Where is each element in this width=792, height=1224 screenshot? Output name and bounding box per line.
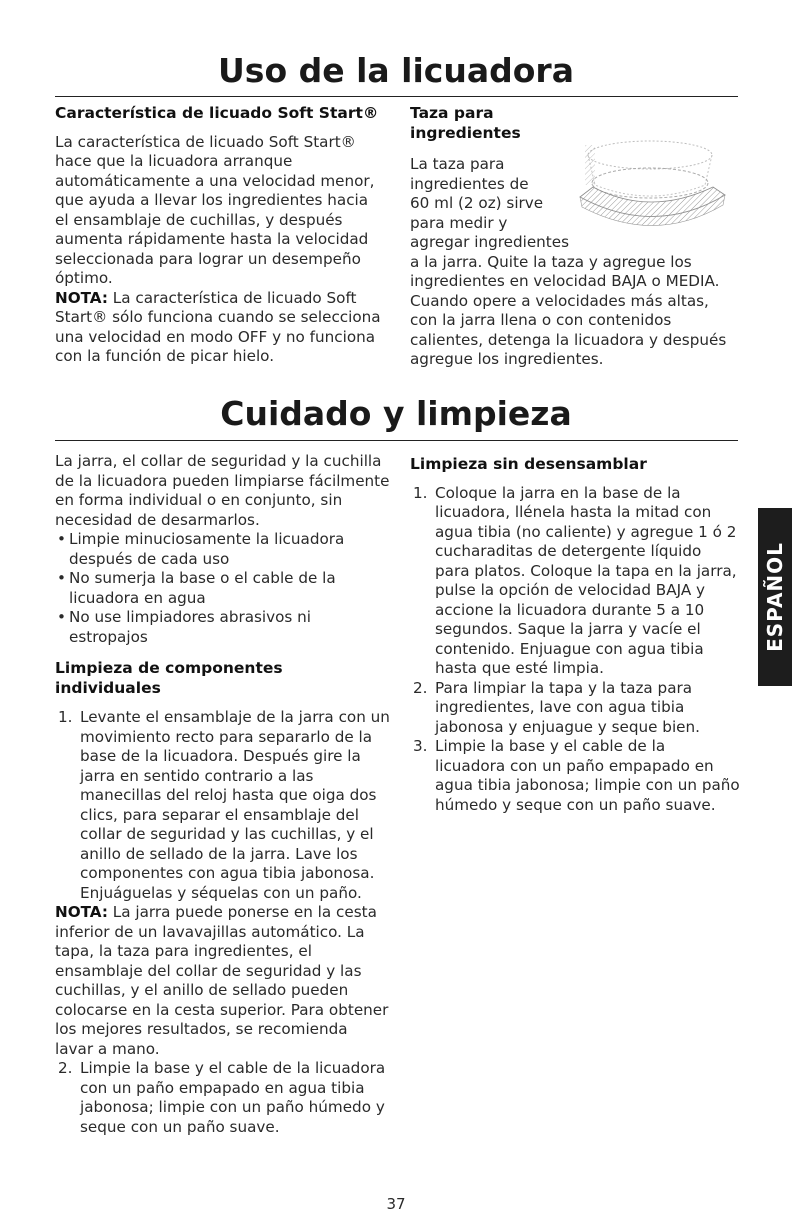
step-item	[410, 679, 740, 738]
taza-line: La taza para	[410, 155, 505, 173]
taza-heading-2: ingredientes	[410, 123, 521, 142]
soft-start-note	[55, 289, 385, 367]
sin-desensamblar-steps	[410, 484, 740, 816]
cuidado-bullets	[55, 530, 390, 647]
note-label: NOTA:	[55, 903, 108, 921]
step-number: 1.	[413, 483, 428, 502]
componentes-heading-1: Limpieza de componentes	[55, 659, 283, 677]
step-number: 2.	[58, 1059, 73, 1077]
bullet-item: • No sumerja la base o el cable de la licuadora en agua	[55, 569, 390, 608]
taza-line: ingredientes de	[410, 174, 529, 193]
page-number: 37	[386, 1195, 406, 1213]
step-text: Para limpiar la tapa y la taza para ingredientes, lave con agua tibia jabonosa y enjuague y seque bien.	[435, 678, 700, 736]
cuidado-intro: La jarra, el collar de seguridad y la cuchilla de la licuadora pueden limpiarse fácilmente en forma individual o en conjunto, sin necesidad de desarmarlos.	[55, 452, 390, 529]
title-rule	[55, 96, 738, 97]
cuidado-right-column	[410, 455, 740, 815]
note-text: La característica de licuado Soft Start® sólo funciona cuando se selecciona una velocidad en modo OFF y no funciona con la función de picar hielo.	[55, 288, 381, 365]
componentes-steps	[55, 708, 390, 903]
soft-start-column	[55, 104, 385, 367]
step-number: 1.	[58, 708, 73, 726]
step-number: 2.	[413, 678, 428, 697]
note-text: La jarra puede ponerse en la cesta inferior de un lavavajillas automático. La tapa, la taza para ingredientes, el ensamblaje del collar de seguridad y las cuchillas, y el anillo de sellado pueden colocarse en la cesta superior. Para obtener los mejores resultados, se recomienda lavar a mano.	[55, 903, 389, 1058]
step-item	[55, 1059, 390, 1137]
soft-start-heading: Característica de licuado Soft Start®	[55, 104, 379, 122]
language-side-tab	[758, 508, 792, 686]
cuidado-left-column	[55, 452, 390, 1137]
section-title-cuidado: Cuidado y limpieza	[220, 394, 572, 433]
soft-start-body: La característica de licuado Soft Start® hace que la licuadora arranque automáticamente a una velocidad menor, que ayuda a llevar los ingredientes hacia el ensamblaje de cuchillas, y después aumenta rápidamente hasta la velocidad seleccionada para lograr un desempeño óptimo.	[55, 132, 375, 287]
step-text: Coloque la jarra en la base de la licuadora, llénela hasta la mitad con agua tibia (no caliente) y agregue 1 ó 2 cucharaditas de detergente líquido para platos. Coloque la tapa en la jarra, pulse la opción de velocidad BAJA y accione la licuadora durante 5 a 10 segundos. Saque la jarra y vacíe el contenido. Enjuague con agua tibia hasta que esté limpia.	[435, 483, 737, 677]
measuring-cup-illustration	[555, 125, 740, 255]
componentes-note	[55, 903, 390, 1059]
note-label: NOTA:	[55, 288, 108, 307]
step-text: Limpie la base y el cable de la licuadora con un paño empapado en agua tibia jabonosa; limpie con un paño húmedo y seque con un paño suave.	[80, 1059, 386, 1136]
taza-body-rest: a la jarra. Quite la taza y agregue los ingredientes en velocidad BAJA o MEDIA. Cuando opere a velocidades más altas, con la jarra llena o con contenidos calientes, detenga la licuadora y después agregue los ingredientes.	[410, 252, 727, 368]
step-item	[410, 737, 740, 815]
taza-line: 60 ml (2 oz) sirve	[410, 194, 544, 212]
step-item	[410, 484, 740, 679]
step-text: Levante el ensamblaje de la jarra con un movimiento recto para separarlo de la base de la licuadora. Después gire la jarra en sentido contrario a las manecillas del reloj hasta que oiga dos clics, para separar el ensamblaje del collar de seguridad y las cuchillas, y el anillo de sellado de la jarra. Lave los componentes con agua tibia jabonosa. Enjuáguelas y séquelas con un paño.	[80, 708, 390, 902]
taza-heading-1: Taza para	[410, 104, 494, 122]
language-tab-label: ESPAÑOL	[763, 542, 787, 652]
step-number: 3.	[413, 737, 428, 755]
taza-line: para medir y	[410, 213, 508, 232]
sin-desensamblar-heading: Limpieza sin desensamblar	[410, 455, 647, 473]
componentes-heading-2: individuales	[55, 678, 161, 697]
title-rule	[55, 440, 738, 441]
step-text: Limpie la base y el cable de la licuadora con un paño empapado en agua tibia jabonosa; limpie con un paño húmedo y seque con un paño suave.	[435, 737, 740, 814]
bullet-item: • No use limpiadores abrasivos ni estropajos	[55, 608, 390, 647]
step-item	[55, 708, 390, 903]
section-title-uso: Uso de la licuadora	[218, 51, 574, 90]
taza-line: agregar ingredientes	[410, 233, 570, 251]
bullet-item: • Limpie minuciosamente la licuadora después de cada uso	[55, 530, 390, 569]
componentes-steps-2	[55, 1059, 390, 1137]
